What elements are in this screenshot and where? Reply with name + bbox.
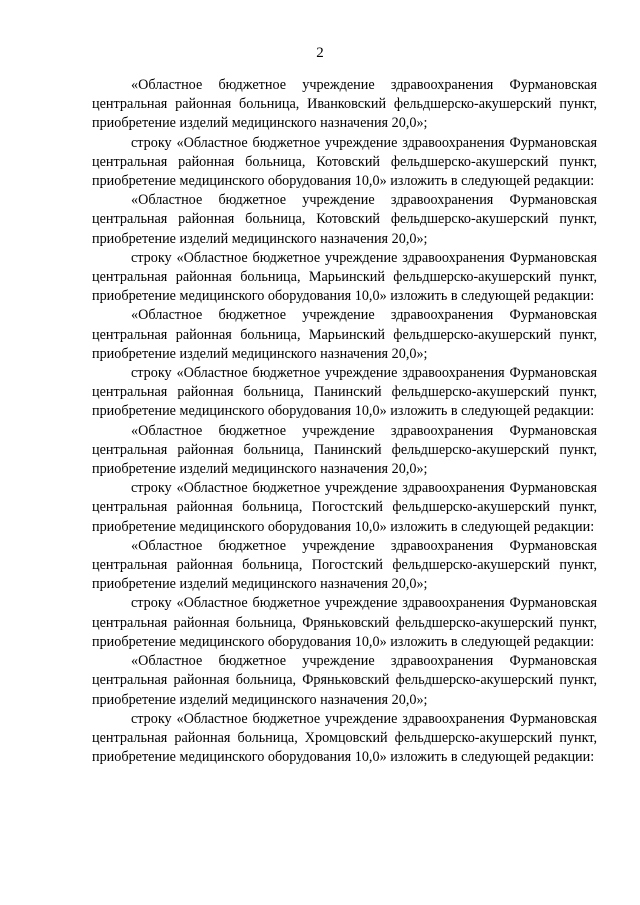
- page-number: 2: [316, 45, 324, 61]
- paragraph-fryankovsky-old: строку «Областное бюджетное учреждение здравоохранения Фурмановская центральная районная больница, Фряньковский фельдшерско-акушерский пункт, приобретение медицинского оборудования 10,0» изложить в следующей редакции:: [92, 595, 597, 650]
- paragraph-kotovsky-new: «Областное бюджетное учреждение здравоохранения Фурмановская центральная районная больница, Котовский фельдшерско-акушерский пункт, приобретение изделий медицинского назначения 20,0»;: [92, 192, 597, 247]
- paragraph-paninsky-old: строку «Областное бюджетное учреждение здравоохранения Фурмановская центральная районная больница, Панинский фельдшерско-акушерский пункт, приобретение медицинского оборудования 10,0» изложить в следующей редакции:: [92, 365, 597, 420]
- paragraph-kotovsky-old: строку «Областное бюджетное учреждение здравоохранения Фурмановская центральная районная больница, Котовский фельдшерско-акушерский пункт, приобретение медицинского оборудования 10,0» изложить в следующей редакции:: [92, 134, 597, 190]
- paragraph-pogostsky-new: «Областное бюджетное учреждение здравоохранения Фурмановская центральная районная больница, Погостский фельдшерско-акушерский пункт, приобретение изделий медицинского назначения 20,0»;: [92, 537, 597, 593]
- paragraph-maryinsky-new: «Областное бюджетное учреждение здравоохранения Фурмановская центральная районная больница, Марьинский фельдшерско-акушерский пункт, приобретение изделий медицинского назначения 20,0»;: [92, 307, 597, 362]
- document-body: [92, 76, 597, 767]
- paragraph-fryankovsky-new: «Областное бюджетное учреждение здравоохранения Фурмановская центральная районная больница, Фряньковский фельдшерско-акушерский пункт, приобретение изделий медицинского назначения 20,0»;: [92, 653, 597, 708]
- paragraph-maryinsky-old: строку «Областное бюджетное учреждение здравоохранения Фурмановская центральная районная больница, Марьинский фельдшерско-акушерский пункт, приобретение медицинского оборудования 10,0» изложить в следующей редакции:: [92, 249, 597, 305]
- paragraph-khromtsovsky-old: строку «Областное бюджетное учреждение здравоохранения Фурмановская центральная районная больница, Хромцовский фельдшерско-акушерский пункт, приобретение медицинского оборудования 10,0» изложить в следующей редакции:: [92, 710, 597, 766]
- paragraph-paninsky-new: «Областное бюджетное учреждение здравоохранения Фурмановская центральная районная больница, Панинский фельдшерско-акушерский пункт, приобретение изделий медицинского назначения 20,0»;: [92, 422, 597, 478]
- paragraph-pogostsky-old: строку «Областное бюджетное учреждение здравоохранения Фурмановская центральная районная больница, Погостский фельдшерско-акушерский пункт, приобретение медицинского оборудования 10,0» изложить в следующей редакции:: [92, 480, 597, 535]
- paragraph-ivankovsky-new: «Областное бюджетное учреждение здравоохранения Фурмановская центральная районная больница, Иванковский фельдшерско-акушерский пункт, приобретение изделий медицинского назначения 20,0»;: [92, 77, 597, 132]
